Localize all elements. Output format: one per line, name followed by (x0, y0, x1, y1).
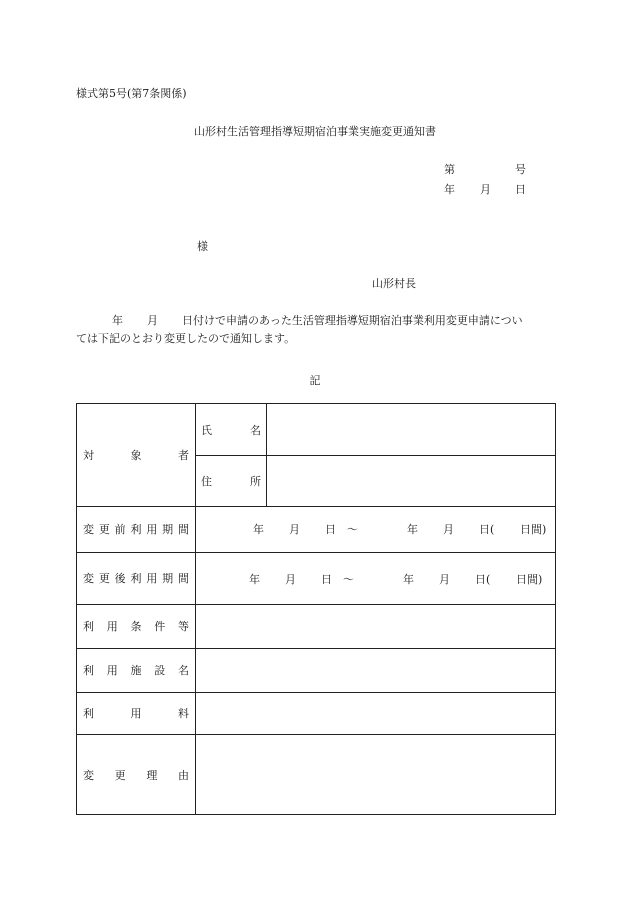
doc-number-prefix: 第 (444, 163, 455, 176)
target-person-label: 対 象 者 (83, 449, 189, 462)
after-period-label: 変 更 後 利 用 期 間 (83, 572, 189, 585)
reason-label: 変 更 理 由 (83, 768, 189, 782)
body-month: 月 (147, 314, 158, 327)
name-label: 氏 名 (201, 423, 261, 437)
address-label: 住 所 (201, 474, 261, 488)
form-number: 様式第5号(第7条関係) (76, 87, 187, 100)
notice-body (76, 312, 558, 348)
doc-number-suffix: 号 (515, 163, 526, 176)
fee-label: 利 用 料 (83, 707, 189, 720)
ki-heading: 記 (309, 374, 321, 387)
issue-date-year: 年 (444, 183, 455, 196)
conditions-label: 利 用 条 件 等 (83, 620, 189, 633)
issue-date-month: 月 (480, 183, 491, 196)
notice-body-line-2: ては下記のとおり変更したので通知します。 (76, 332, 296, 345)
sender-name: 山形村長 (372, 277, 416, 290)
addressee-suffix: 様 (197, 240, 208, 253)
issue-date-day: 日 (515, 183, 526, 196)
body-line1-text: 日付けで申請のあった生活管理指導短期宿泊事業利用変更申請につい (182, 314, 523, 327)
table-divider (195, 404, 196, 815)
notice-body-line-1 (76, 312, 558, 330)
body-year: 年 (112, 314, 123, 327)
details-table (76, 403, 556, 815)
table-divider (266, 404, 267, 506)
facility-label: 利 用 施 設 名 (83, 664, 189, 677)
before-period-value: 年 月 日 ～ 年 月 日( 日間) (253, 523, 547, 536)
before-period-label: 変 更 前 利 用 期 間 (83, 523, 189, 536)
document-title: 山形村生活管理指導短期宿泊事業実施変更通知書 (194, 125, 436, 138)
after-period-value: 年 月 日 ～ 年 月 日( 日間) (249, 573, 543, 586)
